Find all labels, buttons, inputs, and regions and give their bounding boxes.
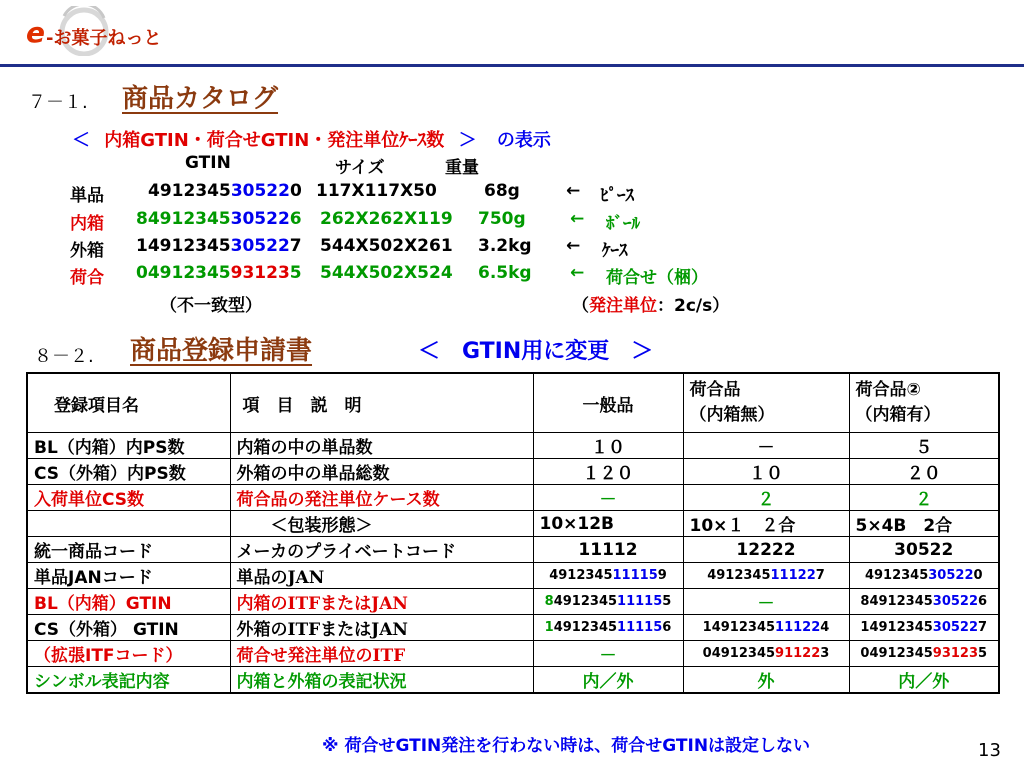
row-weight: 68g [484,181,520,201]
table-row [27,563,999,589]
cell-general: 11112 [533,537,683,563]
subtitle-close: ＞ [458,130,477,151]
section1-number: ７－１. [28,92,88,113]
row-label: 内箱 [70,214,104,234]
row-gtin [136,263,302,283]
gtin-prefix: 4912345 [148,181,231,201]
paren-open: （ [572,296,589,316]
cell-mixed1: １０ [683,459,849,485]
cell-mixed2: 5×4B 2合 [849,511,999,537]
cell-mixed2: 84912345305226 [849,589,999,615]
row-weight: 3.2kg [478,236,532,256]
gtin-prefix: 04912345 [136,263,231,283]
cell-mixed1: 外 [683,667,849,694]
cell-desc: メーカのプライベートコード [230,537,533,563]
cell-desc: 単品のJAN [230,563,533,589]
row-label: 荷合 [70,268,104,288]
gtin-check: 7 [289,236,302,256]
gtin-item: 30522 [230,209,290,229]
cell-mixed1: ２ [683,485,849,511]
section1-title: 商品カタログ [122,84,279,114]
cell-desc: 内箱の中の単品数 [230,433,533,459]
row-weight: 750g [478,209,526,229]
gtin-item: 30522 [230,181,290,201]
gtin-check: 6 [289,209,302,229]
table-row [27,537,999,563]
table-row [27,485,999,511]
cell-item: BL（内箱）GTIN [27,589,230,615]
table-row [27,511,999,537]
cell-mixed1: － [683,589,849,615]
cell-item: BL（内箱）内PS数 [27,433,230,459]
cell-mixed2: ２０ [849,459,999,485]
cell-desc: 内箱と外箱の表記状況 [230,667,533,694]
gtin-prefix: 84912345 [136,209,231,229]
cell-mixed2: ２ [849,485,999,511]
table-row [27,615,999,641]
table-row [27,459,999,485]
cell-mixed2: 内／外 [849,667,999,694]
row-label: 単品 [70,186,104,206]
table-row [27,589,999,615]
cell-item: CS（外箱） GTIN [27,615,230,641]
cell-mixed2: 04912345931235 [849,641,999,667]
cell-general: 4912345111159 [533,563,683,589]
cell-general: 内／外 [533,667,683,694]
cell-item: 入荷単位CS数 [27,485,230,511]
cell-mixed1: 10×１ ２合 [683,511,849,537]
subtitle-main: 内箱GTIN・荷合せGTIN・発注単位ｹｰｽ数 [104,130,445,151]
cell-item: シンボル表記内容 [27,667,230,694]
row-size: 544X502X261 [320,236,453,256]
table-row [27,433,999,459]
logo-letter: e [26,16,45,49]
cell-item: CS（外箱）内PS数 [27,459,230,485]
logo-text: -お菓子ねっと [46,28,162,49]
row-gtin [136,209,302,229]
cell-mixed1: 4912345111227 [683,563,849,589]
cell-mixed2: 14912345305227 [849,615,999,641]
subtitle-open: ＜ [72,130,90,151]
row-size: 544X502X524 [320,263,453,283]
header-item-name: 登録項目名 [27,373,230,433]
cell-item [27,511,230,537]
row-label: 外箱 [70,241,104,261]
header-mixed-inner: 荷合品② （内箱有） [849,373,999,433]
gtin-item: 93123 [230,263,290,283]
cell-general: 14912345111156 [533,615,683,641]
gtin-check: 0 [289,181,302,201]
cell-mixed1: 04912345911223 [683,641,849,667]
section2-number: ８－２. [34,346,94,367]
header-general: 一般品 [533,373,683,433]
note-mismatch: （不一致型） [160,296,262,316]
note-order-unit [572,291,729,316]
cell-mixed1: － [683,433,849,459]
cell-general: － [533,485,683,511]
cell-desc: 荷合せ発注単位のITF [230,641,533,667]
cell-item: （拡張ITFコード） [27,641,230,667]
row-weight: 6.5kg [478,263,532,283]
cell-general: 10×12B [533,511,683,537]
section2-subtitle: ＜ GTIN用に変更 ＞ [418,339,654,364]
row-size: 117X117X50 [316,181,437,201]
order-unit-label: 発注単位 [589,296,657,316]
logo [4,6,164,56]
table-header-row [27,373,999,433]
order-unit-value: ：2c/s） [657,296,730,316]
col-weight: 重量 [445,158,479,178]
gtin-check: 5 [289,263,302,283]
gtin-item: 30522 [230,236,290,256]
col-size: サイズ [335,158,385,178]
cell-general: 84912345111155 [533,589,683,615]
cell-desc: 荷合品の発注単位ケース数 [230,485,533,511]
table-row [27,641,999,667]
subtitle-suffix: の表示 [496,130,551,151]
cell-mixed2: 30522 [849,537,999,563]
row-note: ﾎﾞｰﾙ [606,214,640,234]
row-size: 262X262X119 [320,209,453,229]
cell-mixed2: ５ [849,433,999,459]
registration-table [26,372,1000,694]
cell-desc: 外箱の中の単品総数 [230,459,533,485]
page-number: 13 [978,740,1001,761]
header-description: 項 目 説 明 [230,373,533,433]
row-gtin [148,181,302,201]
col-gtin: GTIN [185,153,231,173]
cell-mixed1: 14912345111224 [683,615,849,641]
cell-item: 統一商品コード [27,537,230,563]
header-mixed-no-inner: 荷合品 （内箱無） [683,373,849,433]
arrow-icon: ← [566,236,581,256]
cell-item: 単品JANコード [27,563,230,589]
cell-mixed1: 12222 [683,537,849,563]
row-note: ﾋﾟｰｽ [600,186,634,206]
cell-desc: 外箱のITFまたはJAN [230,615,533,641]
row-gtin [136,236,302,256]
cell-general: １２０ [533,459,683,485]
arrow-icon: ← [570,209,585,229]
table-row [27,667,999,694]
section1-subtitle [72,126,551,152]
cell-desc: ＜包装形態＞ [230,511,533,537]
header-divider [0,64,1024,67]
cell-desc: 内箱のITFまたはJAN [230,589,533,615]
footnote: ※ 荷合せGTIN発注を行わない時は、荷合せGTINは設定しない [322,736,811,756]
row-note: ｹｰｽ [602,241,628,261]
arrow-icon: ← [570,263,585,283]
cell-general: １０ [533,433,683,459]
section2-title: 商品登録申請書 [130,336,313,366]
cell-general: － [533,641,683,667]
arrow-icon: ← [566,181,581,201]
row-note: 荷合せ（梱） [606,268,708,288]
cell-mixed2: 4912345305220 [849,563,999,589]
gtin-prefix: 14912345 [136,236,231,256]
